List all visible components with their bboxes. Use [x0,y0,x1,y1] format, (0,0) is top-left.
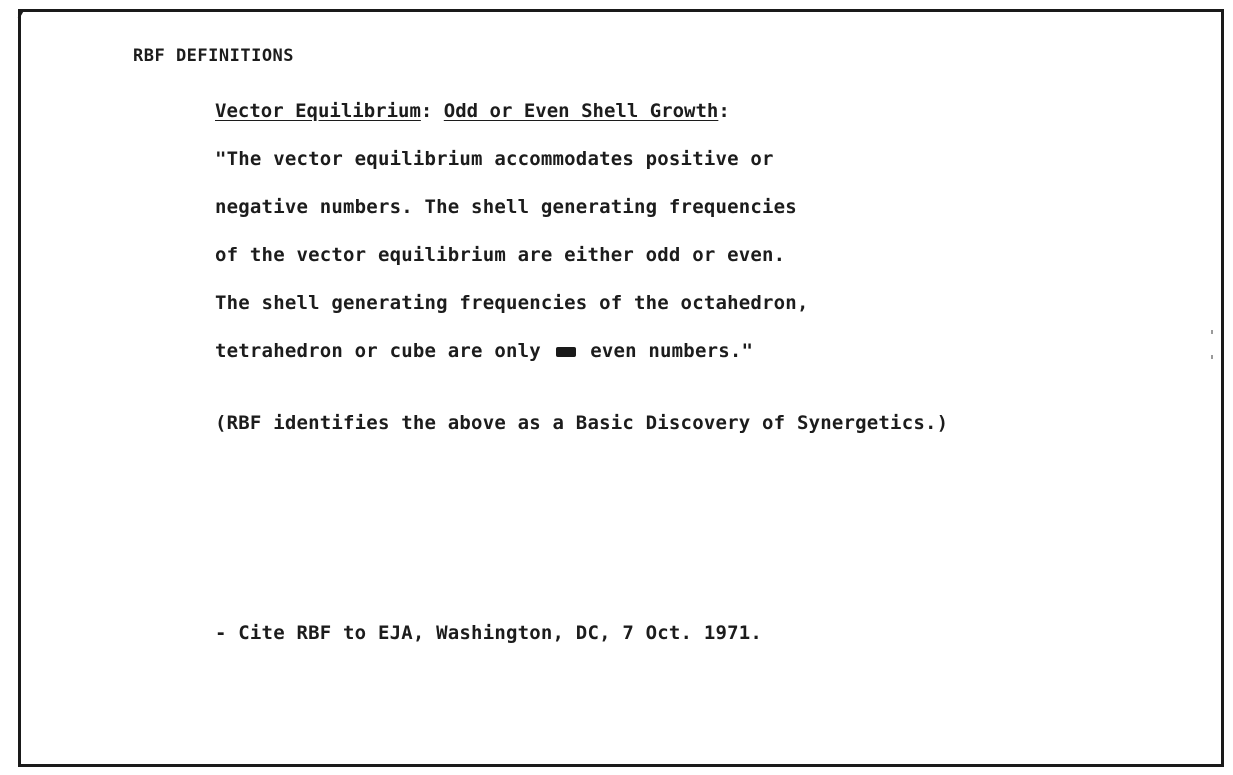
definition-title [215,100,730,122]
quote-line: negative numbers. The shell generating frequencies [215,196,797,218]
scan-speck [1211,330,1213,334]
quote-text: tetrahedron or cube are only [215,340,541,362]
term-label: Vector Equilibrium [215,100,421,122]
discovery-note: (RBF identifies the above as a Basic Discovery of Synergetics.) [215,412,949,434]
quote-line: "The vector equilibrium accommodates positive or [215,148,774,170]
quote-line: The shell generating frequencies of the octahedron, [215,292,809,314]
subterm-end: : [718,100,730,122]
citation: - Cite RBF to EJA, Washington, DC, 7 Oct. 1971. [215,622,763,644]
quote-line: of the vector equilibrium are either odd or even. [215,244,786,266]
document-heading: RBF DEFINITIONS [133,46,295,66]
index-card [18,9,1224,767]
quote-line-last [215,340,753,362]
term-separator: : [420,100,444,122]
redaction-mark [556,347,576,357]
quote-text: even numbers." [590,340,754,362]
subterm-label: Odd or Even Shell Growth [443,100,719,122]
scan-speck [1211,355,1213,359]
